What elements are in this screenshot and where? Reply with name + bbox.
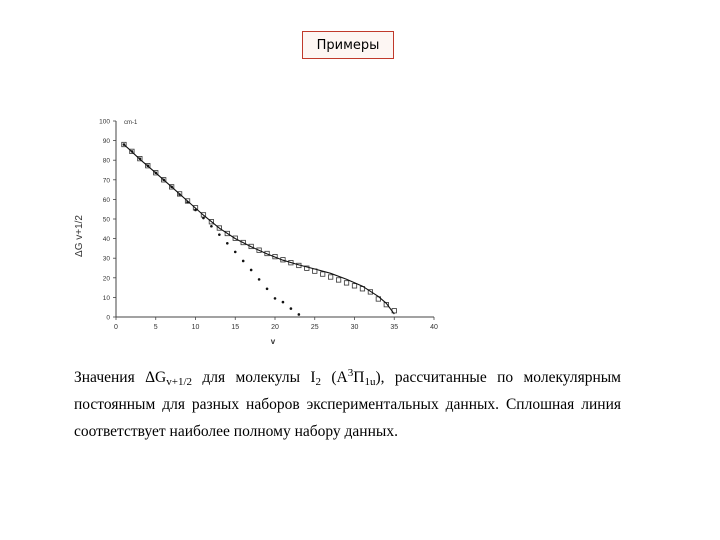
dot-point (226, 242, 229, 245)
y-axis-label (74, 215, 85, 257)
caption-sub-2: 2 (315, 376, 322, 388)
x-tick-label: 10 (191, 324, 200, 331)
y-tick-label: 10 (102, 294, 110, 302)
y-tick-label: 30 (102, 255, 110, 263)
x-tick-label: 15 (231, 324, 240, 331)
x-axis-label: v (270, 337, 276, 346)
y-tick-label: 100 (99, 118, 110, 126)
x-tick-label: 20 (271, 324, 279, 331)
y-tick-label: 70 (102, 177, 110, 185)
y-tick-label: 20 (102, 275, 110, 283)
x-tick-label: 5 (153, 324, 158, 331)
data-marks (122, 142, 397, 315)
dot-point (250, 269, 253, 272)
dot-point (210, 225, 213, 228)
dot-point (290, 307, 293, 310)
square-point (352, 284, 356, 288)
caption-part2: для молекулы I (192, 369, 316, 386)
x-tick-label: 0 (114, 324, 118, 331)
square-point (344, 281, 348, 285)
caption-sub-v: v+1/2 (166, 376, 193, 388)
caption-sup-3: 3 (347, 367, 354, 379)
axes (99, 119, 438, 332)
series-line (124, 145, 394, 315)
caption-pi: Π (353, 369, 365, 386)
dot-point (218, 233, 221, 236)
slide-title: Примеры (302, 31, 394, 59)
caption-part4: ), рассчитанные по молекулярным постоянным для разных наборов экспериментальных данных. Сплошная линия соответствует наиболее полному набору данных. (74, 369, 621, 440)
dot-point (242, 260, 245, 263)
caption-part3: (A (321, 369, 348, 386)
y-tick-label: 90 (102, 138, 110, 146)
y-axis-label-text: ΔG v+1/2 (74, 215, 85, 257)
y-tick-label: 50 (102, 216, 110, 224)
caption-delta-g: ΔG (145, 369, 167, 386)
dot-point (282, 301, 285, 304)
x-tick-label: 40 (430, 324, 438, 331)
x-tick-label: 30 (350, 324, 359, 331)
x-tick-label: 35 (390, 324, 399, 331)
chart (70, 108, 450, 348)
dot-point (298, 313, 301, 316)
square-point (328, 275, 332, 279)
y-tick-label: 60 (102, 196, 110, 204)
dot-point (202, 217, 205, 220)
dot-point (258, 278, 261, 281)
caption-part1: Значения (74, 369, 146, 386)
square-point (321, 272, 325, 276)
y-tick-label: 80 (102, 157, 110, 165)
x-tick-label: 25 (310, 324, 319, 331)
square-point (336, 278, 340, 282)
y-axis-unit: cm-1 (124, 120, 138, 126)
figure-caption (74, 364, 621, 445)
dot-point (274, 297, 277, 300)
dot-point (266, 287, 269, 290)
y-tick-label: 0 (106, 314, 110, 322)
caption-sub-1u: 1u (364, 376, 376, 388)
dot-point (234, 251, 237, 254)
y-tick-label: 40 (102, 236, 110, 244)
